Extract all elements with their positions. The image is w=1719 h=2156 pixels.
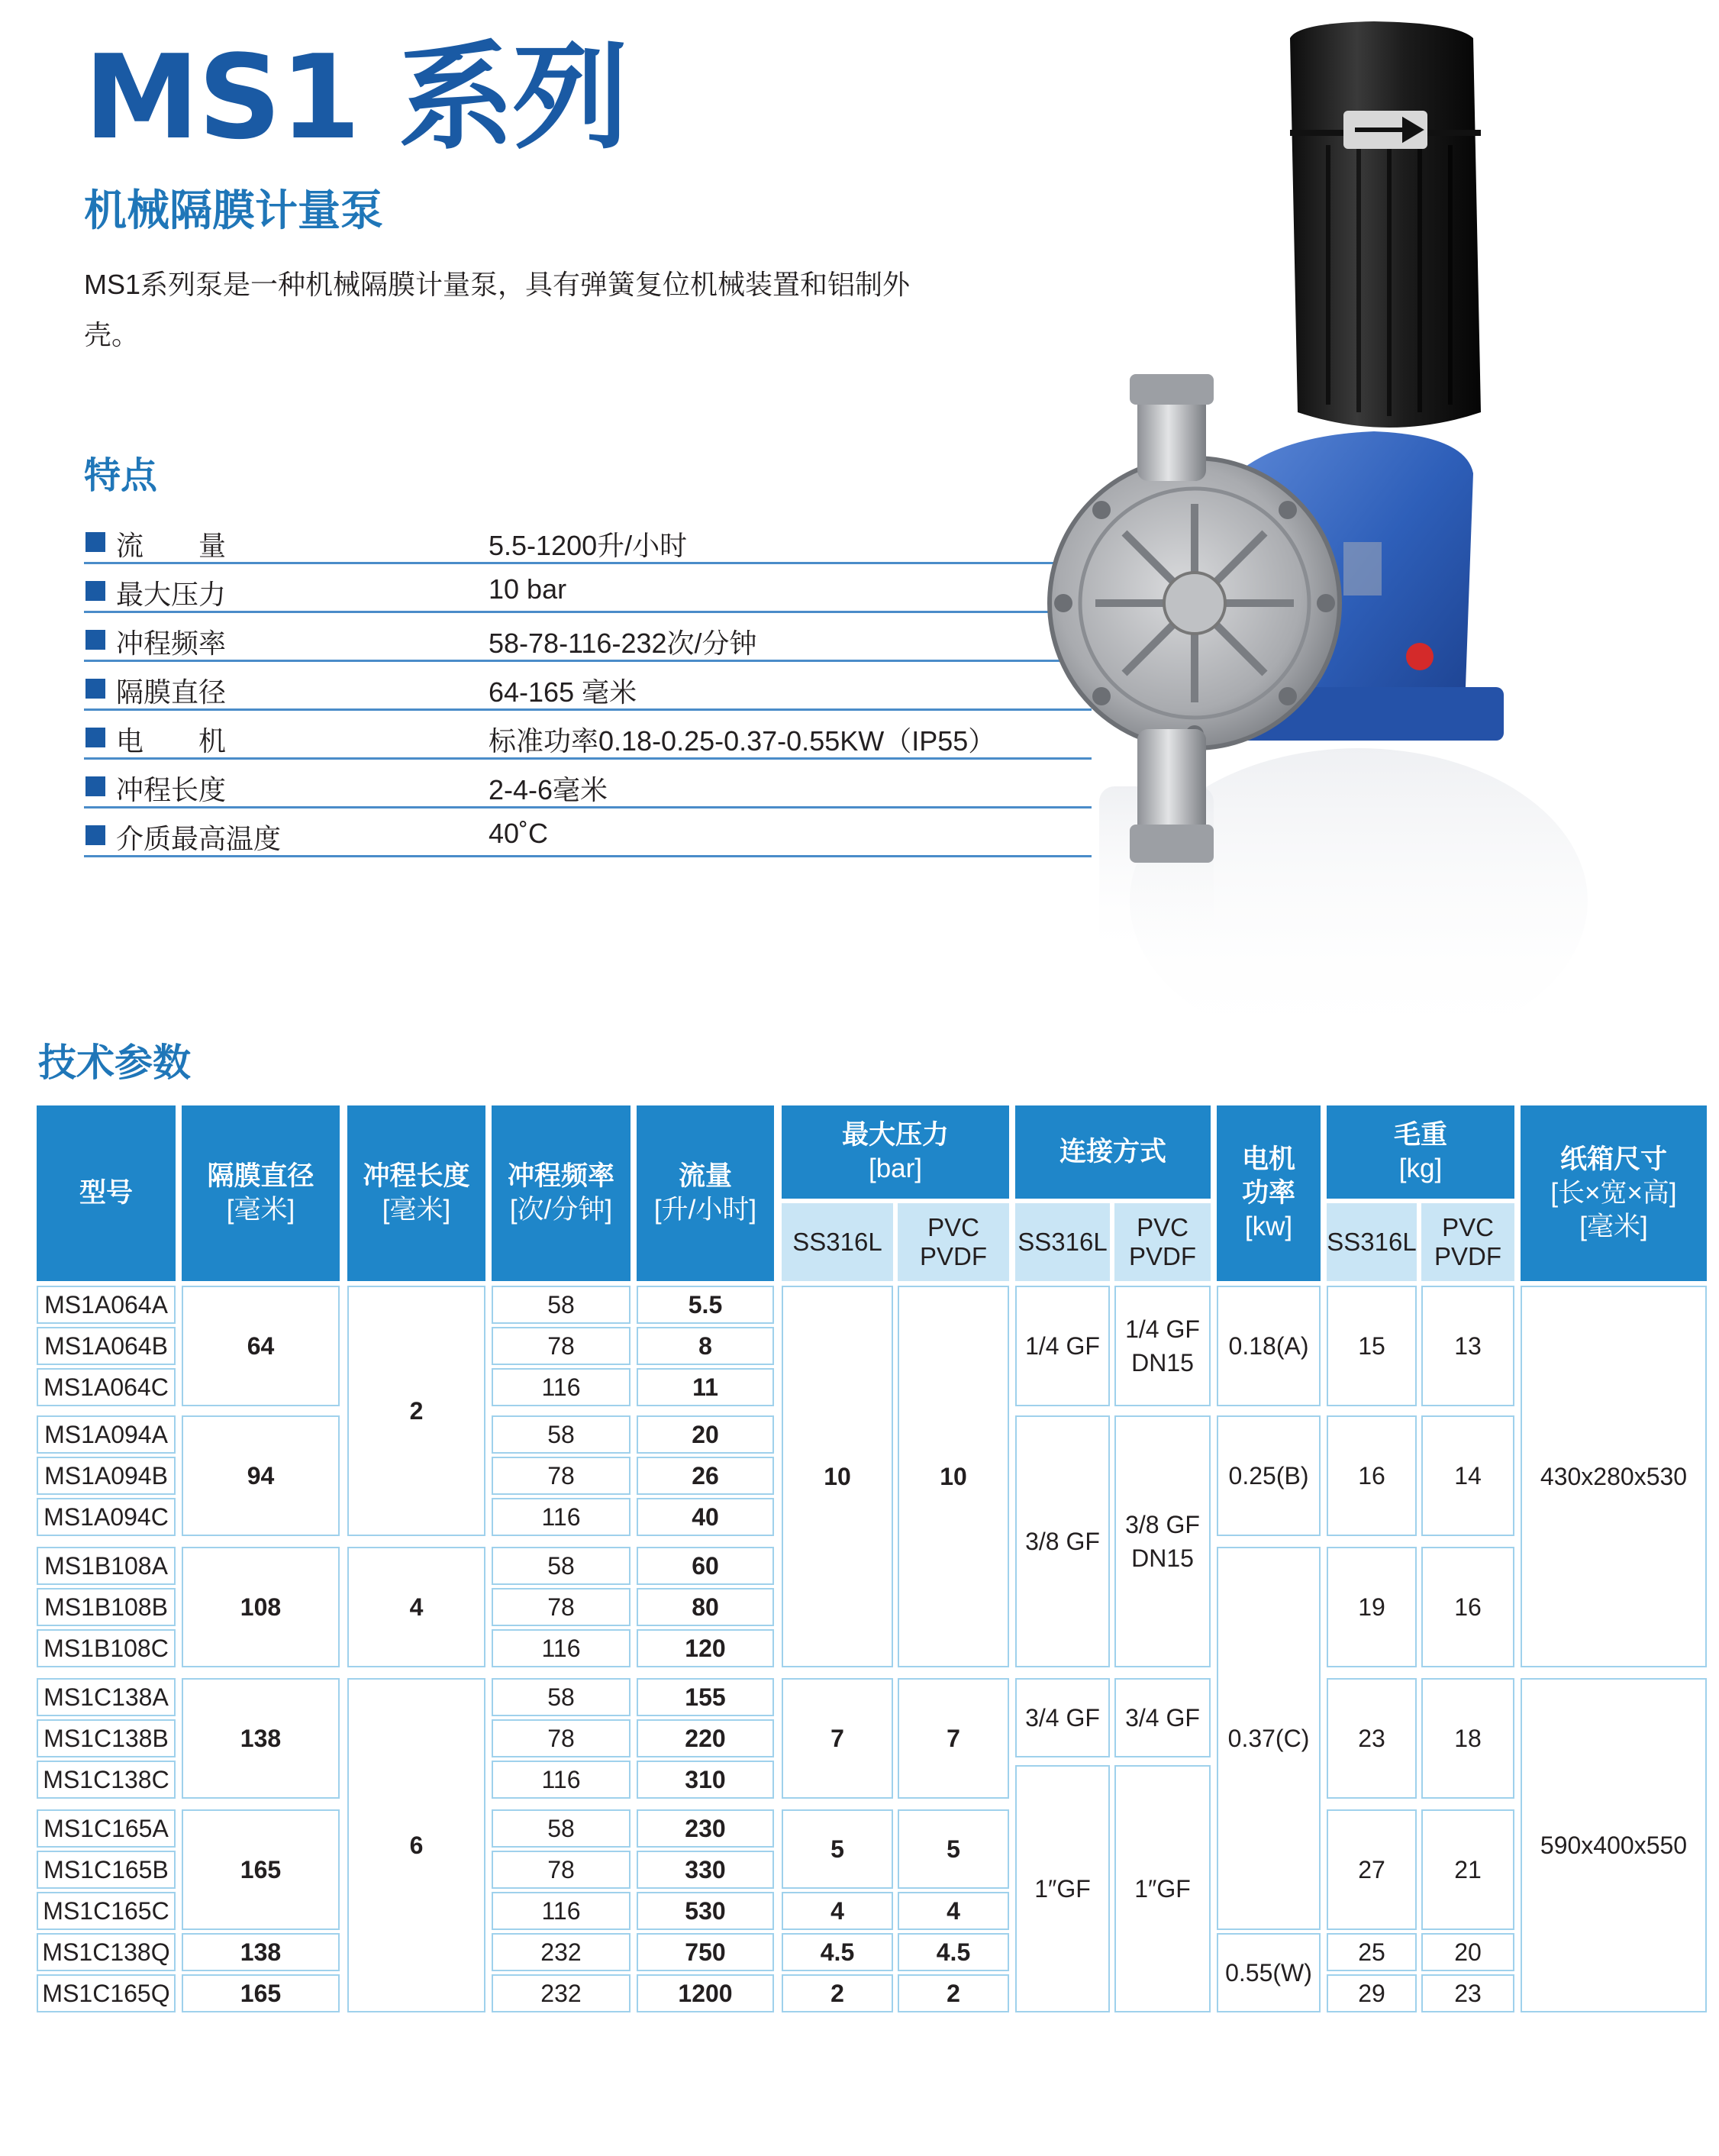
header-diaphragm bbox=[182, 1105, 340, 1281]
connection-ss-cell: 1/4 GF bbox=[1015, 1286, 1110, 1406]
pressure-ss-cell: 5 bbox=[782, 1809, 893, 1889]
feature-value: 2-4-6毫米 bbox=[489, 774, 608, 805]
frequency-cell: 116 bbox=[492, 1761, 631, 1799]
pressure-ss-cell: 4 bbox=[782, 1892, 893, 1930]
weight-pvc-cell: 23 bbox=[1421, 1974, 1514, 2012]
feature-row bbox=[84, 808, 1092, 857]
pressure-ss-cell: 2 bbox=[782, 1974, 893, 2012]
motor-power-cell: 0.55(W) bbox=[1217, 1933, 1321, 2012]
flow-cell: 120 bbox=[637, 1629, 774, 1667]
intro-paragraph: MS1系列泵是一种机械隔膜计量泵，具有弹簧复位机械装置和铝制外壳。 bbox=[84, 269, 911, 350]
weight-ss-cell: 23 bbox=[1327, 1678, 1417, 1799]
frequency-cell: 58 bbox=[492, 1678, 631, 1716]
subheader-weight-ss bbox=[1327, 1203, 1417, 1281]
flow-cell: 1200 bbox=[637, 1974, 774, 2012]
flow-cell: 20 bbox=[637, 1415, 774, 1454]
flow-cell: 220 bbox=[637, 1719, 774, 1757]
feature-label: 流 量 bbox=[116, 530, 227, 561]
model-cell: MS1A064A bbox=[37, 1286, 176, 1324]
header-stroke-length bbox=[347, 1105, 485, 1281]
bullet-square-icon bbox=[85, 532, 105, 552]
subheader-weight-pvc bbox=[1421, 1203, 1514, 1281]
diaphragm-cell: 138 bbox=[182, 1933, 340, 1971]
header-unit: [bar] bbox=[868, 1154, 923, 1183]
diaphragm-cell: 165 bbox=[182, 1809, 340, 1930]
weight-ss-cell: 19 bbox=[1327, 1547, 1417, 1667]
subheader-text: PVC bbox=[927, 1213, 979, 1241]
header-stroke-frequency bbox=[492, 1105, 631, 1281]
subheader-connection-pvc bbox=[1114, 1203, 1211, 1281]
subheader-text: PVDF bbox=[1128, 1242, 1196, 1270]
header-unit: [升/小时] bbox=[653, 1195, 757, 1225]
header-text: 毛重 bbox=[1393, 1120, 1447, 1150]
frequency-cell: 78 bbox=[492, 1719, 631, 1757]
pressure-ss-cell: 10 bbox=[782, 1286, 893, 1667]
header-text: 连接方式 bbox=[1059, 1137, 1166, 1167]
frequency-cell: 232 bbox=[492, 1974, 631, 2012]
header-unit: [毫米] bbox=[226, 1195, 295, 1225]
weight-ss-cell: 16 bbox=[1327, 1415, 1417, 1536]
pressure-pvc-cell: 4 bbox=[898, 1892, 1009, 1930]
frequency-cell: 116 bbox=[492, 1629, 631, 1667]
flow-cell: 330 bbox=[637, 1851, 774, 1889]
header-text: 最大压力 bbox=[841, 1120, 949, 1150]
feature-row bbox=[84, 564, 1092, 613]
feature-row bbox=[84, 760, 1092, 808]
model-cell: MS1A094C bbox=[37, 1498, 176, 1536]
page-title: MS1 系列 bbox=[84, 30, 627, 165]
bullet-square-icon bbox=[85, 630, 105, 650]
motor-power-cell: 0.25(B) bbox=[1217, 1415, 1321, 1536]
flow-cell: 750 bbox=[637, 1933, 774, 1971]
diaphragm-cell: 165 bbox=[182, 1974, 340, 2012]
header-unit: [毫米] bbox=[382, 1195, 451, 1225]
bullet-square-icon bbox=[85, 776, 105, 796]
header-motor bbox=[1217, 1105, 1321, 1281]
header-text: 隔膜直径 bbox=[207, 1161, 314, 1191]
carton-size-cell: 590x400x550 bbox=[1521, 1678, 1707, 2012]
frequency-cell: 58 bbox=[492, 1547, 631, 1585]
frequency-cell: 116 bbox=[492, 1892, 631, 1930]
model-cell: MS1A064C bbox=[37, 1368, 176, 1406]
subheader-text: SS316L bbox=[1327, 1228, 1417, 1256]
frequency-cell: 116 bbox=[492, 1368, 631, 1406]
feature-value: 40˚C bbox=[489, 818, 549, 849]
header-flow bbox=[637, 1105, 774, 1281]
model-cell: MS1C138A bbox=[37, 1678, 176, 1716]
flow-cell: 26 bbox=[637, 1457, 774, 1495]
feature-value: 58-78-116-232次/分钟 bbox=[489, 628, 757, 659]
connection-ss-cell: 3/4 GF bbox=[1015, 1678, 1110, 1757]
specs-heading: 技术参数 bbox=[38, 1041, 191, 1084]
feature-value: 64-165 毫米 bbox=[489, 676, 637, 708]
connection-ss-cell: 1″GF bbox=[1015, 1765, 1110, 2012]
feature-label: 冲程频率 bbox=[116, 628, 227, 659]
model-cell: MS1B108C bbox=[37, 1629, 176, 1667]
subheader-text: SS316L bbox=[792, 1228, 882, 1256]
header-pressure bbox=[782, 1105, 1009, 1199]
connection-pvc-cell: 1/4 GF DN15 bbox=[1114, 1286, 1211, 1406]
flow-cell: 530 bbox=[637, 1892, 774, 1930]
header-text: 纸箱尺寸 bbox=[1559, 1144, 1667, 1174]
frequency-cell: 116 bbox=[492, 1498, 631, 1536]
connection-pvc-cell: 3/8 GF DN15 bbox=[1114, 1415, 1211, 1667]
flow-cell: 8 bbox=[637, 1327, 774, 1365]
model-cell: MS1C165B bbox=[37, 1851, 176, 1889]
weight-pvc-cell: 13 bbox=[1421, 1286, 1514, 1406]
pressure-pvc-cell: 5 bbox=[898, 1809, 1009, 1889]
feature-row bbox=[84, 662, 1092, 711]
stroke-length-cell: 4 bbox=[347, 1547, 485, 1667]
page-subtitle: 机械隔膜计量泵 bbox=[84, 186, 383, 234]
subheader-text: PVC bbox=[1442, 1213, 1494, 1241]
connection-ss-cell: 3/8 GF bbox=[1015, 1415, 1110, 1667]
model-cell: MS1C138B bbox=[37, 1719, 176, 1757]
weight-pvc-cell: 21 bbox=[1421, 1809, 1514, 1930]
flow-cell: 11 bbox=[637, 1368, 774, 1406]
pressure-pvc-cell: 10 bbox=[898, 1286, 1009, 1667]
diaphragm-cell: 64 bbox=[182, 1286, 340, 1406]
weight-ss-cell: 29 bbox=[1327, 1974, 1417, 2012]
header-text: 电机 bbox=[1241, 1144, 1295, 1174]
bullet-square-icon bbox=[85, 581, 105, 601]
header-connection bbox=[1015, 1105, 1211, 1199]
header-unit: [kw] bbox=[1244, 1212, 1293, 1241]
feature-value: 标准功率0.18-0.25-0.37-0.55KW（IP55） bbox=[489, 725, 996, 757]
header-unit: [毫米] bbox=[1579, 1212, 1648, 1241]
header-text: 型号 bbox=[79, 1178, 133, 1208]
flow-cell: 5.5 bbox=[637, 1286, 774, 1324]
header-unit: [次/分钟] bbox=[509, 1195, 613, 1225]
bullet-square-icon bbox=[85, 825, 105, 845]
subheader-pressure-pvc bbox=[898, 1203, 1009, 1281]
model-cell: MS1A064B bbox=[37, 1327, 176, 1365]
header-carton-size bbox=[1521, 1105, 1707, 1281]
feature-row bbox=[84, 613, 1092, 662]
header-text: 冲程频率 bbox=[507, 1161, 614, 1191]
feature-label: 介质最高温度 bbox=[116, 823, 282, 854]
subheader-text: PVDF bbox=[919, 1242, 987, 1270]
weight-ss-cell: 27 bbox=[1327, 1809, 1417, 1930]
feature-label: 最大压力 bbox=[116, 579, 227, 610]
frequency-cell: 232 bbox=[492, 1933, 631, 1971]
feature-row bbox=[84, 515, 1092, 564]
bullet-square-icon bbox=[85, 728, 105, 747]
feature-value: 10 bar bbox=[489, 573, 567, 605]
motor-power-cell: 0.37(C) bbox=[1217, 1547, 1321, 1930]
diaphragm-cell: 108 bbox=[182, 1547, 340, 1667]
flow-cell: 230 bbox=[637, 1809, 774, 1848]
model-cell: MS1C165A bbox=[37, 1809, 176, 1848]
weight-pvc-cell: 14 bbox=[1421, 1415, 1514, 1536]
flow-cell: 80 bbox=[637, 1588, 774, 1626]
feature-label: 电 机 bbox=[116, 725, 227, 757]
subheader-pressure-ss bbox=[782, 1203, 893, 1281]
subheader-text: PVDF bbox=[1434, 1242, 1501, 1270]
subheader-text: SS316L bbox=[1018, 1228, 1108, 1256]
frequency-cell: 78 bbox=[492, 1851, 631, 1889]
stroke-length-cell: 2 bbox=[347, 1286, 485, 1536]
frequency-cell: 58 bbox=[492, 1415, 631, 1454]
diaphragm-cell: 138 bbox=[182, 1678, 340, 1799]
feature-row bbox=[84, 711, 1092, 760]
model-cell: MS1A094A bbox=[37, 1415, 176, 1454]
pressure-pvc-cell: 7 bbox=[898, 1678, 1009, 1799]
model-cell: MS1C138C bbox=[37, 1761, 176, 1799]
model-cell: MS1C165C bbox=[37, 1892, 176, 1930]
header-unit: [长×宽×高] bbox=[1550, 1178, 1677, 1208]
frequency-cell: 78 bbox=[492, 1588, 631, 1626]
subheader-text: PVC bbox=[1137, 1213, 1188, 1241]
motor-power-cell: 0.18(A) bbox=[1217, 1286, 1321, 1406]
frequency-cell: 78 bbox=[492, 1327, 631, 1365]
header-text: 功率 bbox=[1241, 1178, 1295, 1208]
feature-label: 隔膜直径 bbox=[116, 676, 227, 708]
frequency-cell: 58 bbox=[492, 1809, 631, 1848]
pressure-pvc-cell: 2 bbox=[898, 1974, 1009, 2012]
stroke-length-cell: 6 bbox=[347, 1678, 485, 2012]
frequency-cell: 58 bbox=[492, 1286, 631, 1324]
features-heading: 特点 bbox=[84, 456, 158, 496]
connection-pvc-cell: 3/4 GF bbox=[1114, 1678, 1211, 1757]
features-list bbox=[84, 515, 1092, 857]
header-unit: [kg] bbox=[1398, 1154, 1443, 1183]
header-text: 冲程长度 bbox=[363, 1161, 470, 1191]
subheader-connection-ss bbox=[1015, 1203, 1110, 1281]
pressure-ss-cell: 7 bbox=[782, 1678, 893, 1799]
feature-value: 5.5-1200升/小时 bbox=[489, 530, 688, 561]
pressure-pvc-cell: 4.5 bbox=[898, 1933, 1009, 1971]
header-model bbox=[37, 1105, 176, 1281]
weight-ss-cell: 15 bbox=[1327, 1286, 1417, 1406]
bullet-square-icon bbox=[85, 679, 105, 699]
flow-cell: 155 bbox=[637, 1678, 774, 1716]
weight-pvc-cell: 16 bbox=[1421, 1547, 1514, 1667]
model-cell: MS1C138Q bbox=[37, 1933, 176, 1971]
model-cell: MS1B108B bbox=[37, 1588, 176, 1626]
header-weight bbox=[1327, 1105, 1514, 1199]
flow-cell: 40 bbox=[637, 1498, 774, 1536]
feature-label: 冲程长度 bbox=[116, 774, 227, 805]
diaphragm-cell: 94 bbox=[182, 1415, 340, 1536]
flow-cell: 60 bbox=[637, 1547, 774, 1585]
frequency-cell: 78 bbox=[492, 1457, 631, 1495]
pump-product-image bbox=[1008, 15, 1588, 1038]
model-cell: MS1B108A bbox=[37, 1547, 176, 1585]
weight-pvc-cell: 18 bbox=[1421, 1678, 1514, 1799]
weight-ss-cell: 25 bbox=[1327, 1933, 1417, 1971]
model-cell: MS1C165Q bbox=[37, 1974, 176, 2012]
pressure-ss-cell: 4.5 bbox=[782, 1933, 893, 1971]
header-text: 流量 bbox=[678, 1161, 732, 1191]
weight-pvc-cell: 20 bbox=[1421, 1933, 1514, 1971]
model-cell: MS1A094B bbox=[37, 1457, 176, 1495]
flow-cell: 310 bbox=[637, 1761, 774, 1799]
connection-pvc-cell: 1″GF bbox=[1114, 1765, 1211, 2012]
carton-size-cell: 430x280x530 bbox=[1521, 1286, 1707, 1667]
